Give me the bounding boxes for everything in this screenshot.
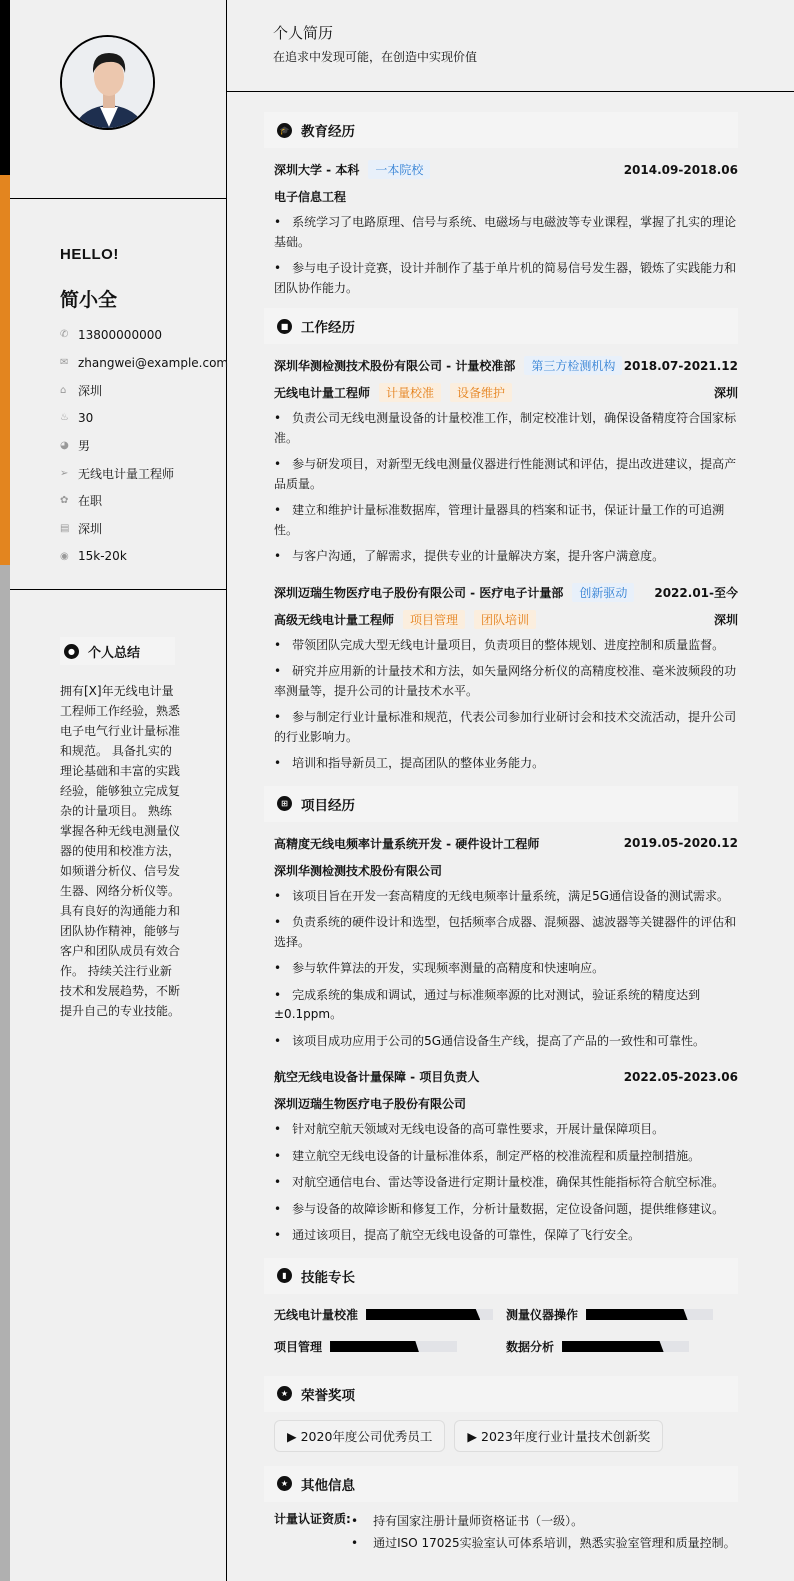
accent-strip-mid xyxy=(0,175,10,565)
project-entry xyxy=(274,830,738,1052)
school-tag: 一本院校 xyxy=(368,160,430,179)
awards-section xyxy=(274,1376,738,1452)
other-section xyxy=(274,1466,738,1554)
divider xyxy=(10,589,226,590)
entry-date: 2022.01-至今 xyxy=(654,585,738,600)
play-icon: ▶ xyxy=(287,1428,301,1444)
contact-item xyxy=(60,349,228,377)
home-icon: ⌂ xyxy=(60,384,67,396)
bullet-item: • 针对航空航天领域对无线电设备的高可靠性要求，开展计量保障项目。 xyxy=(274,1120,738,1140)
skills-section xyxy=(274,1258,738,1360)
contact-list xyxy=(60,321,228,570)
skill-tag: 计量校准 xyxy=(379,383,441,402)
skill-tag: 团队培训 xyxy=(474,610,536,629)
skill-bar xyxy=(562,1341,689,1352)
bullet-item: • 通过该项目，提高了航空无线电设备的可靠性，保障了飞行安全。 xyxy=(274,1226,738,1246)
skill-bar-fill xyxy=(330,1341,419,1352)
entry-header xyxy=(274,579,738,606)
section-title: 荣誉奖项 xyxy=(301,1387,355,1404)
entry-header xyxy=(274,352,738,379)
contact-text: 深圳 xyxy=(78,522,103,537)
entry-bullets xyxy=(274,1120,738,1246)
entry-header xyxy=(274,1063,738,1090)
user-icon: ● xyxy=(64,644,79,659)
project-entry xyxy=(274,1063,738,1246)
contact-item xyxy=(60,321,228,349)
entry-left xyxy=(274,583,634,602)
bullet-item: • 系统学习了电路原理、信号与系统、电磁场与电磁波等专业课程，掌握了扎实的理论基础。 xyxy=(274,213,738,252)
contact-text: 在职 xyxy=(78,494,103,509)
contact-text: zhangwei@example.com xyxy=(78,355,229,370)
edu-date: 2014.09-2018.06 xyxy=(623,162,738,177)
award-icon: ★ xyxy=(277,1386,292,1401)
mail-icon: ✉ xyxy=(60,357,69,369)
skill-item xyxy=(274,1302,506,1328)
bullet-item: • 该项目成功应用于公司的5G通信设备生产线，提高了产品的一致性和可靠性。 xyxy=(274,1032,738,1052)
contact-text: 深圳 xyxy=(78,383,103,398)
briefcase-icon: ■ xyxy=(277,319,292,334)
contact-item xyxy=(60,543,228,571)
section-heading xyxy=(264,1258,738,1294)
status-icon: ✿ xyxy=(60,495,69,507)
project-company: 深圳迈瑞生物医疗电子股份有限公司 xyxy=(274,1097,467,1111)
company-tag: 第三方检测机构 xyxy=(524,356,622,375)
accent-strip-bottom xyxy=(0,565,10,1581)
section-heading xyxy=(264,786,738,822)
skill-item xyxy=(506,1334,738,1360)
bullet-item: • 对航空通信电台、雷达等设备进行定期计量校准，确保其性能指标符合航空标准。 xyxy=(274,1173,738,1193)
entry-left xyxy=(274,383,512,402)
skill-tag: 设备维护 xyxy=(450,383,512,402)
contact-item xyxy=(60,459,228,487)
section-heading xyxy=(264,1466,738,1502)
major: 电子信息工程 xyxy=(274,190,347,204)
skill-name: 数据分析 xyxy=(506,1340,555,1354)
award-badge xyxy=(454,1420,663,1452)
avatar xyxy=(60,35,155,130)
contact-item xyxy=(60,432,228,460)
entry-role-row xyxy=(274,379,738,406)
phone-icon: ✆ xyxy=(60,329,69,341)
hello-heading: HELLO! xyxy=(60,246,119,263)
entry-company-row xyxy=(274,857,738,884)
salary-icon: ◉ xyxy=(60,550,69,562)
entry-date: 2019.05-2020.12 xyxy=(623,836,738,850)
skill-item xyxy=(506,1302,738,1328)
entry-company-row xyxy=(274,1090,738,1117)
bar-chart-icon: ▮ xyxy=(277,1268,292,1283)
skill-bar xyxy=(330,1341,457,1352)
summary-title: 个人总结 xyxy=(88,645,141,661)
skill-item xyxy=(274,1334,506,1360)
section-title: 教育经历 xyxy=(301,124,355,140)
page-subtitle: 在追求中发现可能，在创造中实现价值 xyxy=(273,50,478,64)
sidebar xyxy=(10,0,227,1581)
bullet-item: • 负责系统的硬件设计和选型，包括频率合成器、混频器、滤波器等关键器件的评估和选择。 xyxy=(274,913,738,952)
projects-section xyxy=(274,786,738,1246)
award-text: 2023年度行业计量技术创新奖 xyxy=(481,1428,651,1444)
grid-icon: ⊞ xyxy=(277,796,292,811)
cake-icon: ♨ xyxy=(60,412,69,424)
other-list xyxy=(351,1510,736,1554)
other-key: 计量认证资质: xyxy=(274,1511,351,1526)
entry-date: 2018.07-2021.12 xyxy=(623,358,738,373)
section-title: 技能专长 xyxy=(301,1269,355,1286)
bullet-item: • 参与研发项目，对新型无线电测量仪器进行性能测试和评估，提出改进建议，提高产品质量。 xyxy=(274,455,738,494)
edu-bullets xyxy=(274,213,738,298)
entry-date: 2022.05-2023.06 xyxy=(623,1069,738,1084)
contact-item xyxy=(60,515,228,543)
send-icon: ➢ xyxy=(60,467,69,479)
contact-text: 15k-20k xyxy=(78,549,127,564)
bullet-item: • 参与制定行业计量标准和规范，代表公司参加行业研讨会和技术交流活动，提升公司的行业影响力。 xyxy=(274,708,738,747)
skill-bar xyxy=(366,1309,493,1320)
graduation-cap-icon: 🎓 xyxy=(277,123,292,138)
entry-city: 深圳 xyxy=(713,612,738,627)
bullet-item: • 该项目旨在开发一套高精度的无线电频率计量系统，满足5G通信设备的测试需求。 xyxy=(274,887,738,907)
page-title: 个人简历 xyxy=(273,24,334,42)
bullet-item: • 参与软件算法的开发，实现频率测量的高精度和快速响应。 xyxy=(274,959,738,979)
gender-icon: ◕ xyxy=(60,440,69,452)
entry-role-row xyxy=(274,606,738,633)
project-name: 航空无线电设备计量保障 - 项目负责人 xyxy=(274,1070,480,1084)
person-name: 简小全 xyxy=(60,289,118,311)
bullet-item: • 负责公司无线电测量设备的计量校准工作，制定校准计划，确保设备精度符合国家标准。 xyxy=(274,409,738,448)
section-title: 其他信息 xyxy=(301,1477,355,1494)
contact-item xyxy=(60,404,228,432)
section-heading xyxy=(264,308,738,344)
contact-text: 男 xyxy=(78,439,91,454)
work-entry xyxy=(274,352,738,567)
summary-text: 拥有[X]年无线电计量工程师工作经验，熟悉电子电气行业计量标准和规范。 具备扎实的理论基础和丰富的实践经验，能够独立完成复杂的计量项目。 熟练掌握各种无线电测量仪器的使用和校准方法，如频谱分析仪、信号发生器、网络分析仪等。 具有良好的沟通能力和团队协作精神，能够与客户和团队成员有效合作。 持续关注行业新技术和发展趋势，不断提升自己的专业技能。 xyxy=(60,684,181,1018)
summary-heading xyxy=(60,637,175,665)
skill-bar-fill xyxy=(366,1309,480,1320)
divider xyxy=(10,198,226,199)
section-title: 项目经历 xyxy=(301,797,355,814)
skill-name: 项目管理 xyxy=(274,1340,323,1354)
section-heading xyxy=(264,112,738,148)
bullet-item: • 建立和维护计量标准数据库，管理计量器具的档案和证书，保证计量工作的可追溯性。 xyxy=(274,501,738,540)
accent-strip-top xyxy=(0,0,10,175)
entry-left xyxy=(274,356,622,375)
bullet-item: • 建立航空无线电设备的计量标准体系，制定严格的校准流程和质量控制措施。 xyxy=(274,1147,738,1167)
work-entry xyxy=(274,579,738,774)
skill-name: 测量仪器操作 xyxy=(506,1308,579,1322)
bullet-item: • 带领团队完成大型无线电计量项目，负责项目的整体规划、进度控制和质量监督。 xyxy=(274,636,738,656)
entry-left xyxy=(274,610,536,629)
job-role: 无线电计量工程师 xyxy=(274,386,371,400)
entry-bullets xyxy=(274,409,738,567)
bullet-item: • 参与电子设计竞赛，设计并制作了基于单片机的简易信号发生器，锻炼了实践能力和团队协作能力。 xyxy=(274,259,738,298)
bullet-item: • 参与设备的故障诊断和修复工作，分析计量数据，定位设备问题，提供维修建议。 xyxy=(274,1200,738,1220)
other-item: • 通过ISO 17025实验室认可体系培训，熟悉实验室管理和质量控制。 xyxy=(351,1532,736,1554)
page-header xyxy=(227,0,794,92)
work-section xyxy=(274,308,738,774)
section-heading xyxy=(264,1376,738,1412)
entry-bullets xyxy=(274,636,738,774)
contact-item xyxy=(60,376,228,404)
skill-tag: 项目管理 xyxy=(403,610,465,629)
skill-name: 无线电计量校准 xyxy=(274,1308,359,1322)
main-content xyxy=(227,0,794,1554)
education-section xyxy=(274,112,738,298)
contact-item xyxy=(60,487,228,515)
info-icon: ★ xyxy=(277,1476,292,1491)
play-icon: ▶ xyxy=(467,1428,481,1444)
other-item: • 持有国家注册计量师资格证书（一级）。 xyxy=(351,1510,736,1532)
skill-bar-fill xyxy=(562,1341,664,1352)
entry-city: 深圳 xyxy=(713,386,738,400)
skill-bar-fill xyxy=(586,1309,688,1320)
job-role: 高级无线电计量工程师 xyxy=(274,612,395,627)
bullet-item: • 培训和指导新员工，提高团队的整体业务能力。 xyxy=(274,754,738,774)
school-name: 深圳大学 - 本科 xyxy=(274,163,360,177)
skill-bar xyxy=(586,1309,713,1320)
award-badge xyxy=(274,1420,445,1452)
entry-bullets xyxy=(274,887,738,1052)
project-company: 深圳华测检测技术股份有限公司 xyxy=(274,863,443,878)
bullet-item: • 研究并应用新的计量技术和方法，如矢量网络分析仪的高精度校准、毫米波频段的功率测量等，提升公司的计量技术水平。 xyxy=(274,662,738,701)
award-text: 2020年度公司优秀员工 xyxy=(300,1428,433,1444)
bullet-item: • 完成系统的集成和调试，通过与标准频率源的比对测试，验证系统的精度达到±0.1ppm。 xyxy=(274,986,738,1025)
contact-text: 30 xyxy=(78,410,94,425)
company-name: 深圳迈瑞生物医疗电子股份有限公司 - 医疗电子计量部 xyxy=(274,585,564,600)
bullet-item: • 与客户沟通，了解需求，提供专业的计量解决方案，提升客户满意度。 xyxy=(274,547,738,567)
company-tag: 创新驱动 xyxy=(572,583,634,602)
contact-text: 无线电计量工程师 xyxy=(78,466,175,481)
contact-text: 13800000000 xyxy=(78,327,162,342)
section-title: 工作经历 xyxy=(301,320,355,336)
company-name: 深圳华测检测技术股份有限公司 - 计量校准部 xyxy=(274,359,516,373)
project-name: 高精度无线电频率计量系统开发 - 硬件设计工程师 xyxy=(274,836,540,851)
building-icon: ▤ xyxy=(60,523,70,535)
entry-header xyxy=(274,830,738,857)
